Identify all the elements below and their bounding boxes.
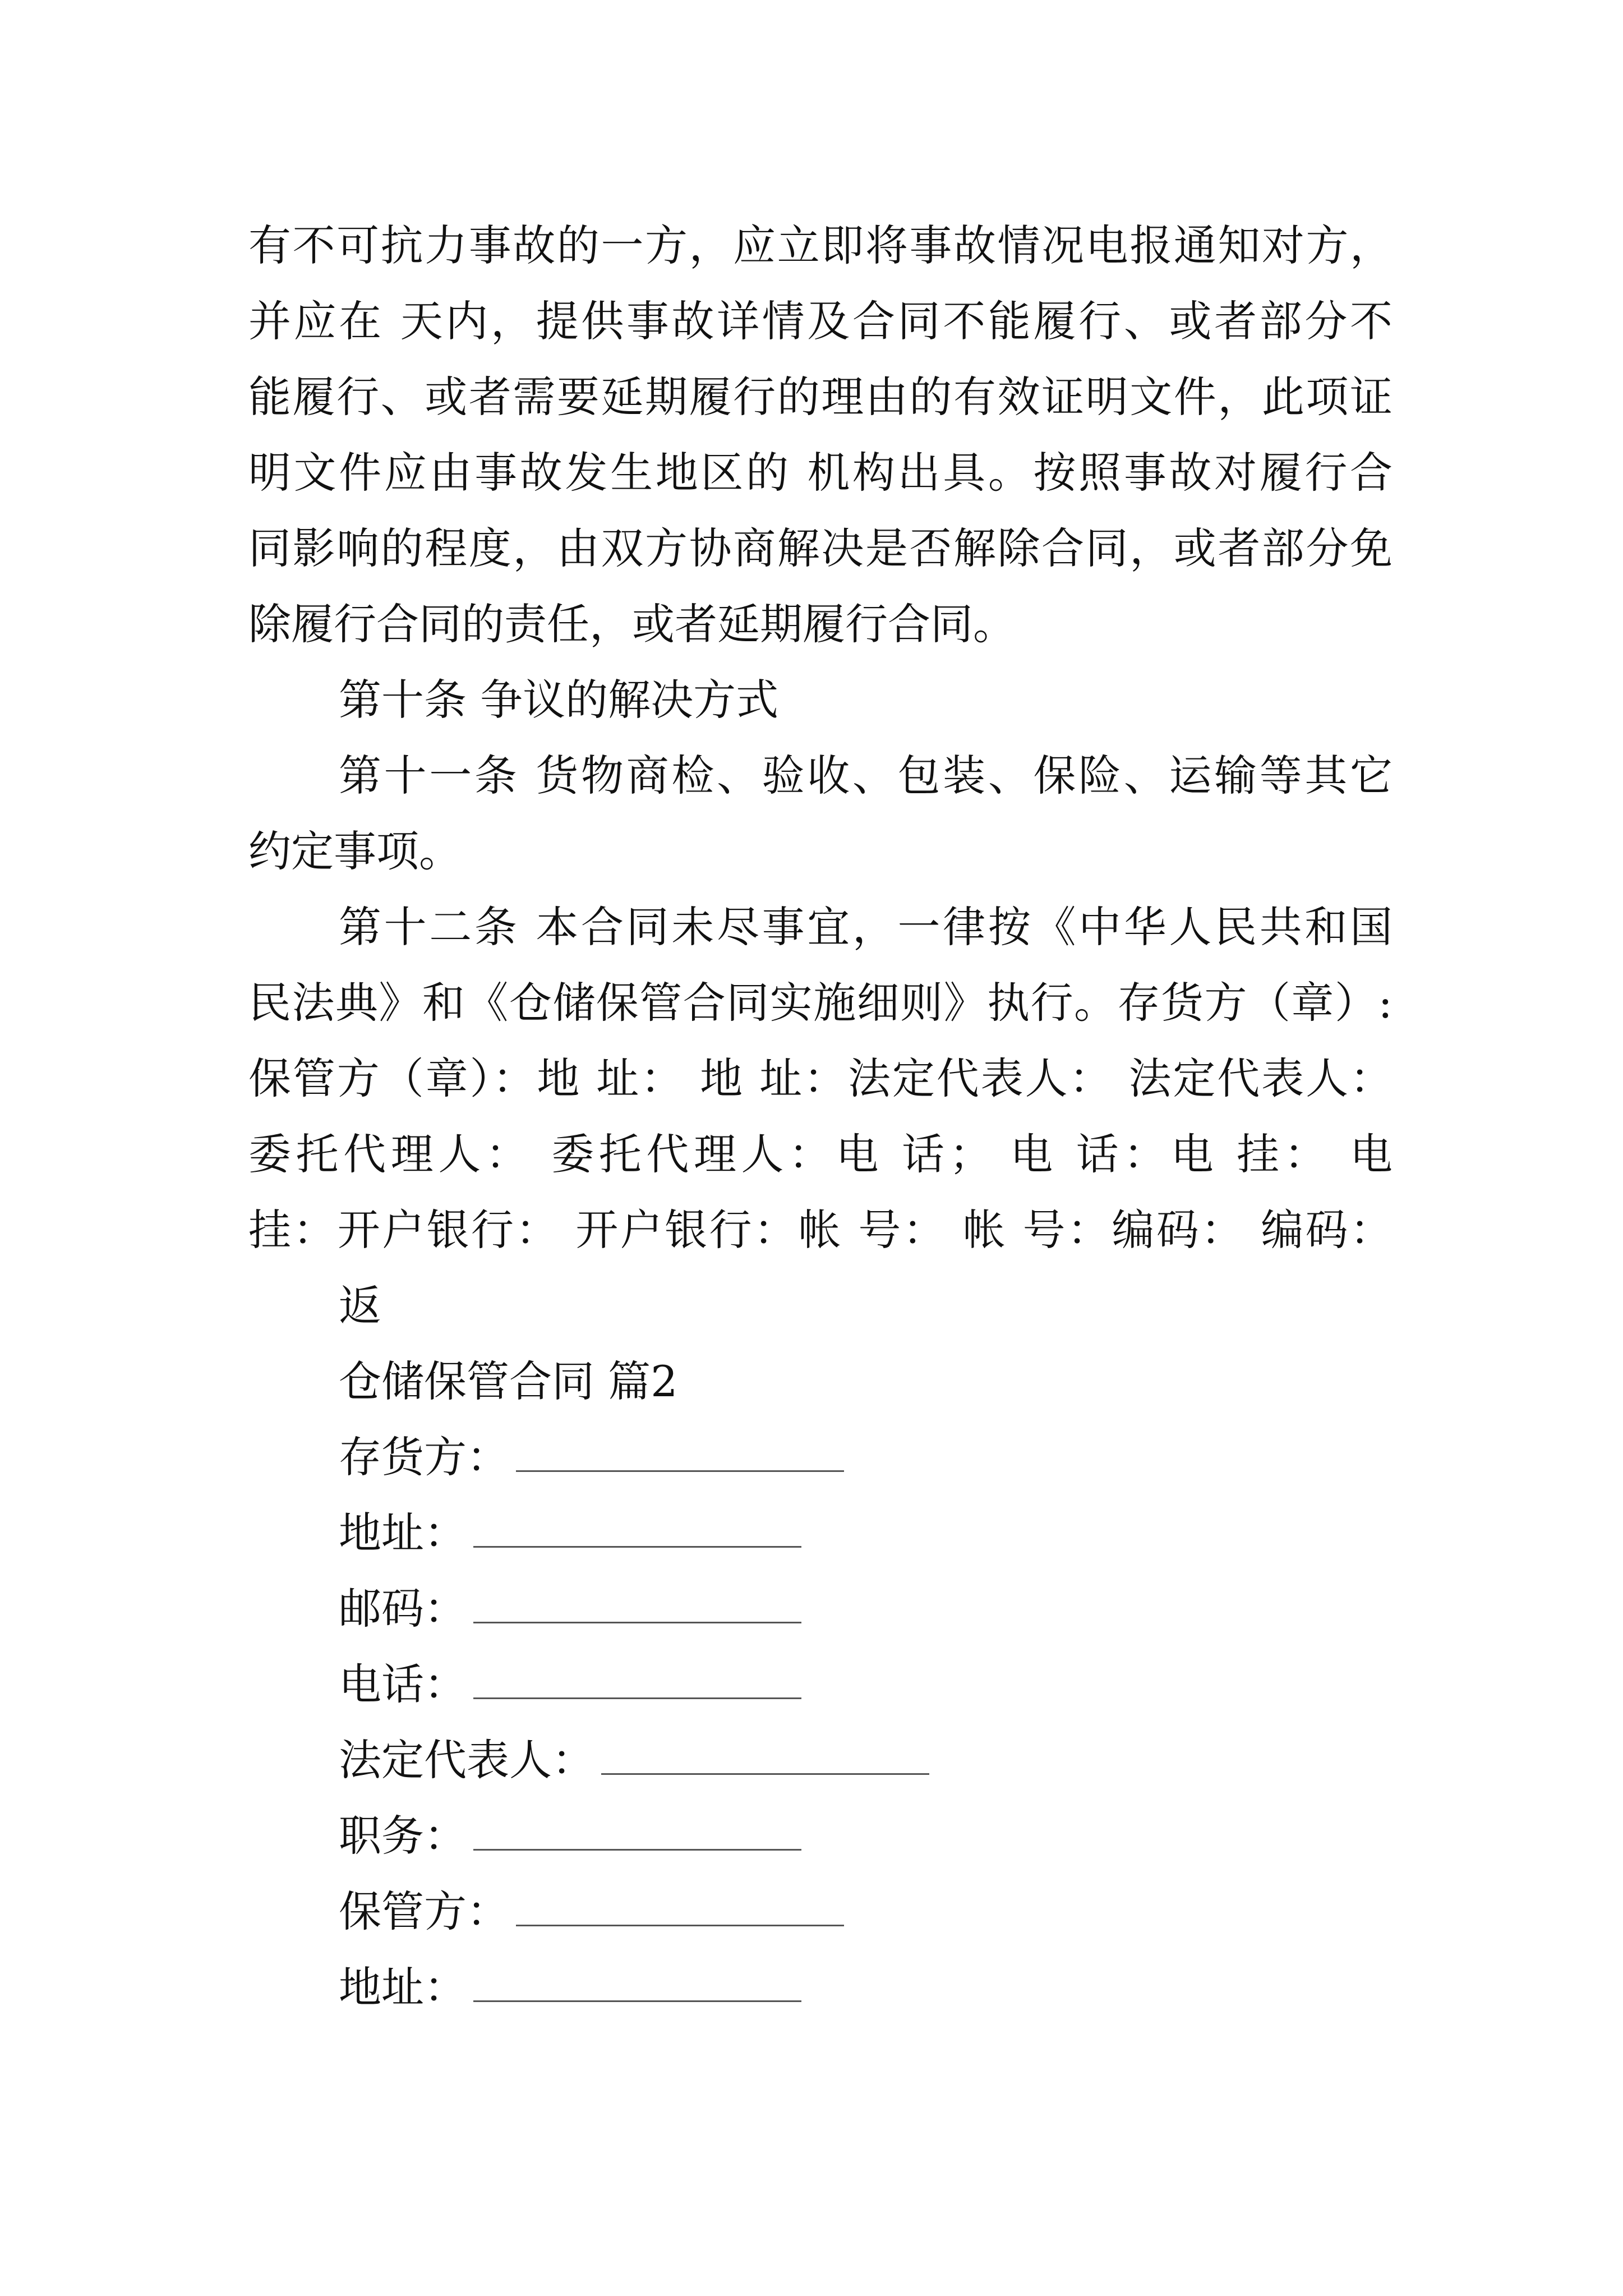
field-label: 邮码： bbox=[339, 1584, 467, 1634]
article-11-line: 第十一条 货物商检、验收、包装、保险、运输等其它 bbox=[339, 751, 1393, 800]
blank-line bbox=[473, 1809, 801, 1851]
article-12-line: 保管方（章）：地 址： 地 址：法定代表人： 法定代表人： bbox=[248, 1053, 1393, 1103]
form-field-address bbox=[339, 1505, 801, 1561]
paragraph-line: 有不可抗力事故的一方，应立即将事故情况电报通知对方， bbox=[248, 220, 1393, 270]
paragraph-line: 并应在 天内，提供事故详情及合同不能履行、或者部分不 bbox=[248, 296, 1393, 346]
paragraph-line: 能履行、或者需要延期履行的理由的有效证明文件，此项证 bbox=[248, 372, 1393, 422]
article-12-line: 民法典》和《仓储保管合同实施细则》执行。存货方（章）: bbox=[248, 978, 1393, 1028]
form-field-postcode bbox=[339, 1581, 801, 1637]
blank-line bbox=[473, 1506, 801, 1548]
field-label: 地址： bbox=[339, 1962, 467, 2012]
field-label: 保管方： bbox=[339, 1887, 509, 1936]
paragraph-line: 同影响的程度，由双方协商解决是否解除合同，或者部分免 bbox=[248, 523, 1393, 573]
article-12-line: 委托代理人： 委托代理人：电 话； 电 话：电 挂： 电 bbox=[248, 1129, 1393, 1179]
blank-line bbox=[516, 1430, 844, 1472]
article-12-line: 第十二条 本合同未尽事宜，一律按《中华人民共和国 bbox=[339, 902, 1393, 952]
field-label: 法定代表人： bbox=[339, 1735, 594, 1785]
blank-line bbox=[601, 1733, 929, 1775]
field-label: 电话： bbox=[339, 1659, 467, 1709]
form-field-custodian bbox=[339, 1884, 844, 1940]
paragraph-line: 明文件应由事故发生地区的 机构出具。按照事故对履行合 bbox=[248, 448, 1393, 498]
section-title: 仓储保管合同 篇2 bbox=[339, 1356, 678, 1406]
field-label: 地址： bbox=[339, 1508, 467, 1558]
return-link[interactable]: 返 bbox=[339, 1281, 381, 1331]
form-field-custodian-address bbox=[339, 1959, 801, 2016]
blank-line bbox=[473, 1960, 801, 2002]
article-11-line: 约定事项。 bbox=[248, 826, 462, 876]
article-12-line: 挂：开户银行： 开户银行：帐 号： 帐 号：编码： 编码： bbox=[248, 1205, 1393, 1255]
blank-line bbox=[473, 1581, 801, 1623]
form-field-legal-rep bbox=[339, 1732, 929, 1788]
blank-line bbox=[516, 1884, 844, 1926]
form-field-depositor bbox=[339, 1429, 844, 1485]
form-field-position bbox=[339, 1808, 801, 1864]
form-field-phone bbox=[339, 1657, 801, 1713]
blank-line bbox=[473, 1657, 801, 1699]
article-10-heading: 第十条 争议的解决方式 bbox=[339, 675, 779, 725]
paragraph-line: 除履行合同的责任，或者延期履行合同。 bbox=[248, 599, 1016, 649]
field-label: 职务： bbox=[339, 1811, 467, 1861]
field-label: 存货方： bbox=[339, 1432, 509, 1482]
